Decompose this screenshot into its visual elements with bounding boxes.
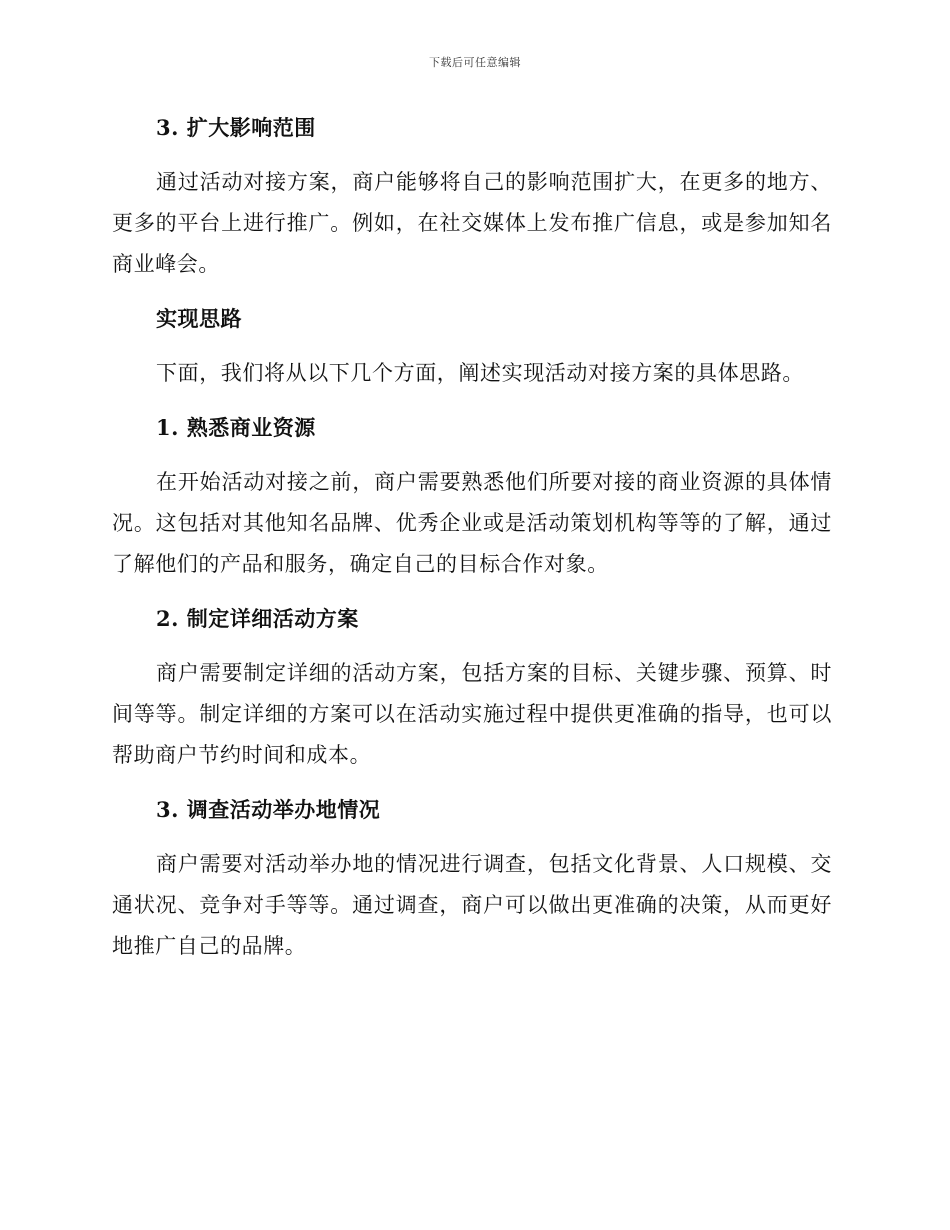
- document-body: [112, 108, 832, 967]
- header-note: 下载后可任意编辑: [429, 56, 521, 69]
- paragraph-activity-plan: 商户需要制定详细的活动方案，包括方案的目标、关键步骤、预算、时间等等。制定详细的方案可以在活动实施过程中提供更准确的指导，也可以帮助商户节约时间和成本。: [112, 661, 832, 767]
- section-heading-venue-survey: 3. 调查活动举办地情况: [156, 797, 381, 822]
- section-heading-expand-influence: 3. 扩大影响范围: [156, 115, 316, 140]
- paragraph-business-resources: 在开始活动对接之前，商户需要熟悉他们所要对接的商业资源的具体情况。这包括对其他知名品牌、优秀企业或是活动策划机构等等的了解，通过了解他们的产品和服务，确定自己的目标合作对象。: [112, 470, 832, 576]
- section-heading-activity-plan: 2. 制定详细活动方案: [156, 606, 359, 631]
- section-heading-implementation: 实现思路: [156, 306, 242, 331]
- paragraph-venue-survey: 商户需要对活动举办地的情况进行调查，包括文化背景、人口规模、交通状况、竞争对手等等。通过调查，商户可以做出更准确的决策，从而更好地推广自己的品牌。: [112, 852, 832, 958]
- paragraph-expand-influence: 通过活动对接方案，商户能够将自己的影响范围扩大，在更多的地方、更多的平台上进行推广。例如，在社交媒体上发布推广信息，或是参加知名商业峰会。: [112, 170, 832, 276]
- paragraph-implementation-intro: 下面，我们将从以下几个方面，阐述实现活动对接方案的具体思路。: [156, 361, 804, 385]
- section-heading-business-resources: 1. 熟悉商业资源: [156, 415, 316, 440]
